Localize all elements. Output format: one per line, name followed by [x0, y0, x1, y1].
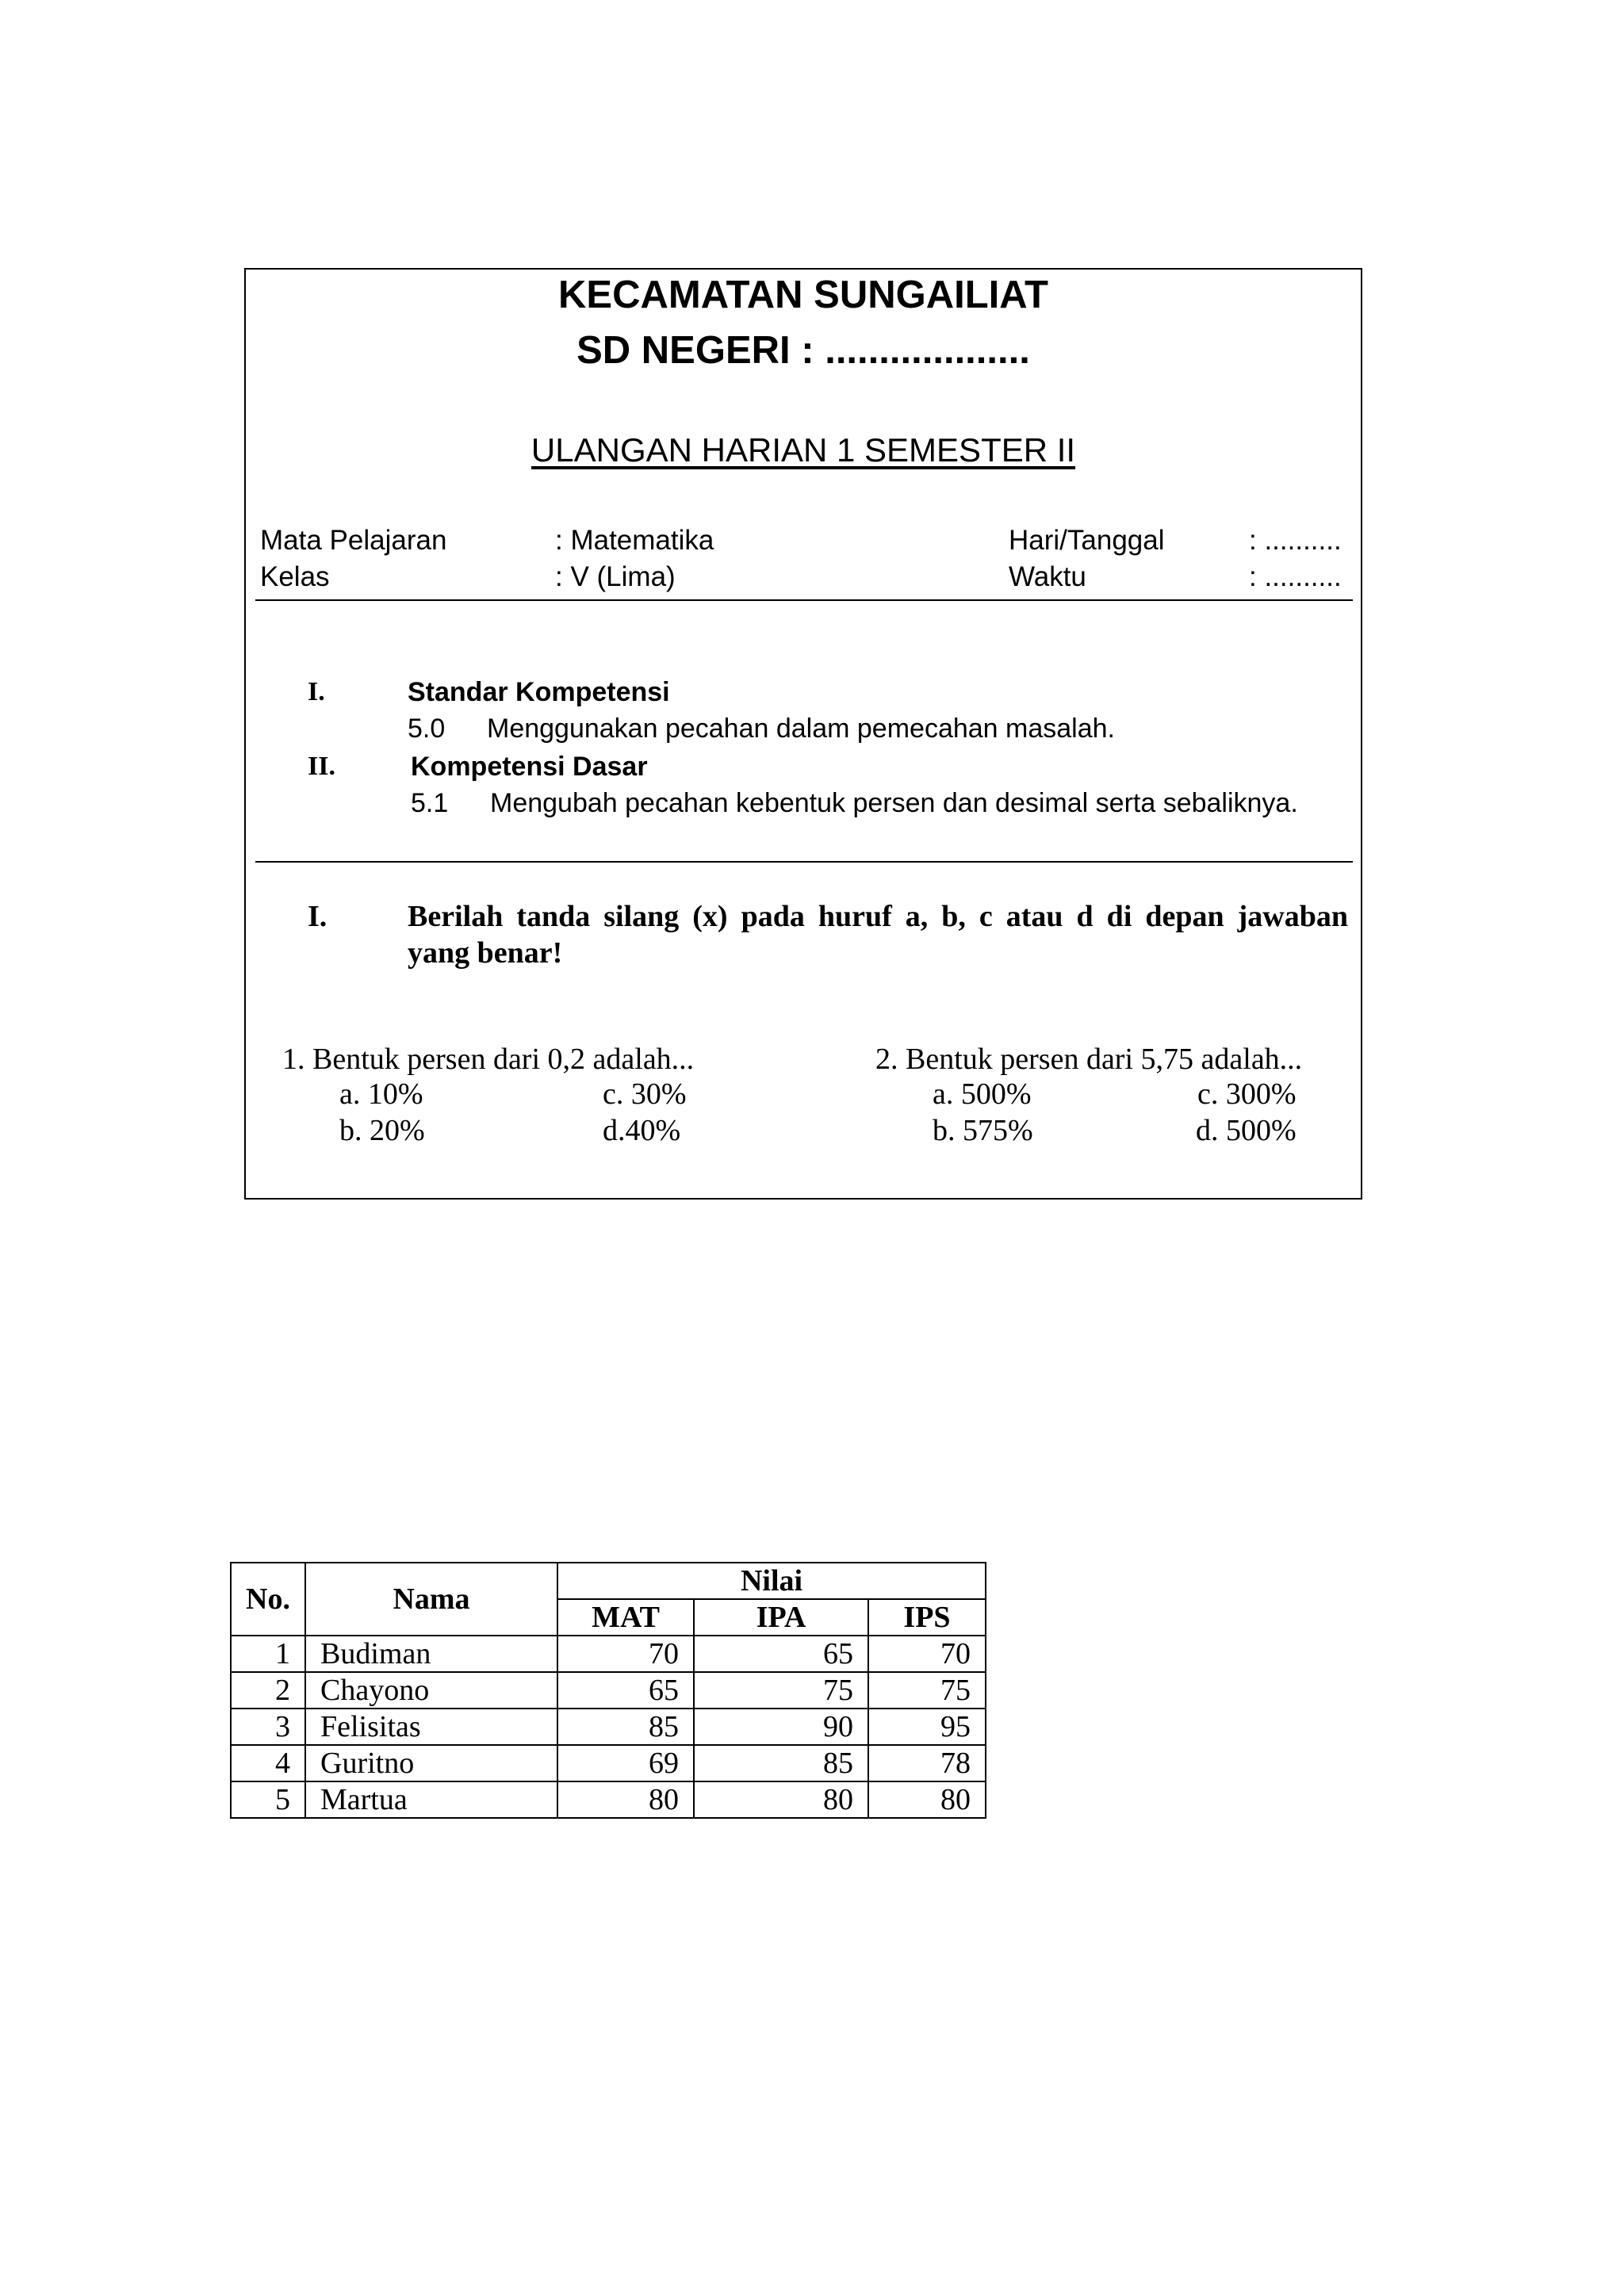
- question-2-option-a: a. 500%: [933, 1077, 1032, 1111]
- cell-ips: 75: [868, 1672, 986, 1709]
- cell-ipa: 85: [694, 1745, 868, 1781]
- kd-number: II.: [308, 752, 335, 781]
- question-2-option-b: b. 575%: [933, 1114, 1033, 1147]
- subject-value: : Matematika: [555, 525, 714, 556]
- table-row: [231, 1745, 986, 1781]
- cell-name: Felisitas: [305, 1709, 557, 1745]
- info-divider: [255, 599, 1353, 601]
- question-1-text: 1. Bentuk persen dari 0,2 adalah...: [282, 1043, 695, 1076]
- header-ips: IPS: [868, 1599, 986, 1636]
- district-title: KECAMATAN SUNGAILIAT: [558, 274, 1048, 316]
- subject-label: Mata Pelajaran: [260, 525, 447, 556]
- question-2-option-c: c. 300%: [1197, 1077, 1297, 1111]
- table-row: [231, 1709, 986, 1745]
- header-mat: MAT: [557, 1599, 694, 1636]
- instruction-line-1: Berilah tanda silang (x) pada huruf a, b, c atau d di depan jawaban: [408, 900, 1348, 933]
- header-name: Nama: [305, 1563, 557, 1636]
- cell-no: 2: [231, 1672, 305, 1709]
- table-row: [231, 1781, 986, 1818]
- cell-mat: 80: [557, 1781, 694, 1818]
- sk-title: Standar Kompetensi: [408, 677, 670, 707]
- kd-text: Mengubah pecahan kebentuk persen dan desimal serta sebaliknya.: [490, 788, 1298, 818]
- grades-table: [230, 1562, 986, 1819]
- cell-mat: 70: [557, 1636, 694, 1672]
- date-value: : ..........: [1249, 525, 1342, 556]
- section-divider: [255, 861, 1353, 863]
- header-no: No.: [231, 1563, 305, 1636]
- question-2-text: 2. Bentuk persen dari 5,75 adalah...: [875, 1043, 1303, 1076]
- cell-ips: 80: [868, 1781, 986, 1818]
- exam-title: ULANGAN HARIAN 1 SEMESTER II: [530, 431, 1076, 469]
- class-label: Kelas: [260, 561, 330, 592]
- cell-mat: 69: [557, 1745, 694, 1781]
- cell-ips: 70: [868, 1636, 986, 1672]
- cell-name: Martua: [305, 1781, 557, 1818]
- cell-ipa: 80: [694, 1781, 868, 1818]
- cell-ips: 78: [868, 1745, 986, 1781]
- cell-ipa: 65: [694, 1636, 868, 1672]
- cell-name: Budiman: [305, 1636, 557, 1672]
- cell-no: 5: [231, 1781, 305, 1818]
- header-nilai: Nilai: [557, 1563, 986, 1599]
- header-ipa: IPA: [694, 1599, 868, 1636]
- question-2-option-d: d. 500%: [1196, 1114, 1297, 1147]
- cell-ipa: 75: [694, 1672, 868, 1709]
- sk-number: I.: [308, 677, 325, 706]
- kd-code: 5.1: [411, 788, 449, 818]
- school-title: SD NEGERI : ...................: [576, 329, 1030, 372]
- sk-text: Menggunakan pecahan dalam pemecahan masalah.: [487, 714, 1115, 744]
- table-row: [231, 1672, 986, 1709]
- date-label: Hari/Tanggal: [1009, 525, 1165, 556]
- kd-title: Kompetensi Dasar: [411, 752, 648, 782]
- cell-name: Guritno: [305, 1745, 557, 1781]
- cell-no: 1: [231, 1636, 305, 1672]
- time-label: Waktu: [1009, 561, 1086, 592]
- time-value: : ..........: [1249, 561, 1342, 592]
- question-1-option-c: c. 30%: [603, 1077, 687, 1111]
- class-value: : V (Lima): [555, 561, 676, 592]
- instruction-line-2: yang benar!: [408, 936, 563, 970]
- instruction-number: I.: [308, 900, 327, 933]
- cell-ips: 95: [868, 1709, 986, 1745]
- question-1-option-d: d.40%: [603, 1114, 681, 1147]
- cell-name: Chayono: [305, 1672, 557, 1709]
- cell-ipa: 90: [694, 1709, 868, 1745]
- question-1-option-a: a. 10%: [339, 1077, 423, 1111]
- cell-mat: 85: [557, 1709, 694, 1745]
- cell-no: 4: [231, 1745, 305, 1781]
- table-row: [231, 1636, 986, 1672]
- cell-no: 3: [231, 1709, 305, 1745]
- cell-mat: 65: [557, 1672, 694, 1709]
- sk-code: 5.0: [408, 714, 446, 744]
- question-1-option-b: b. 20%: [339, 1114, 425, 1147]
